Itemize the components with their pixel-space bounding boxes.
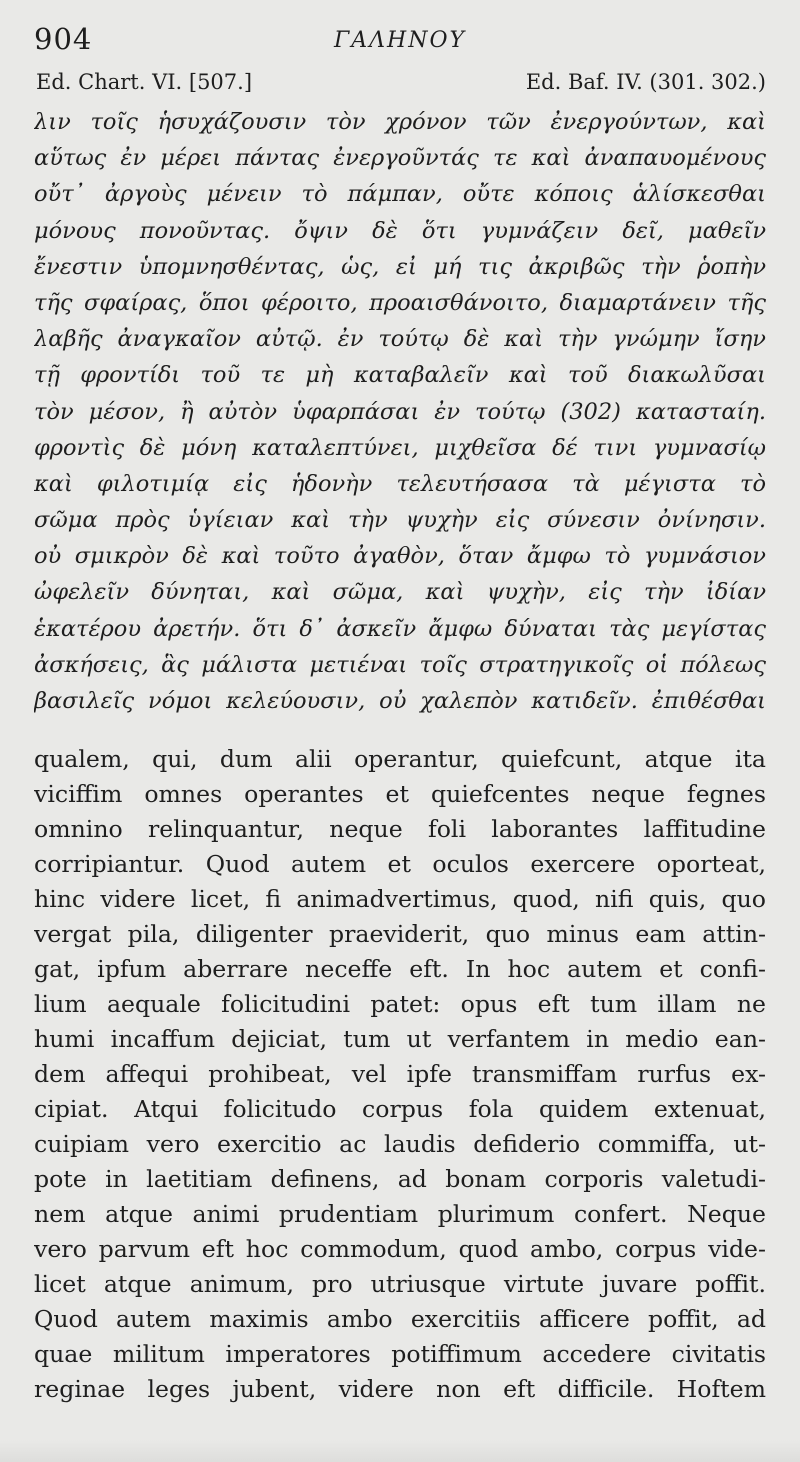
latin-text-line: cuipiam vero exercitio ac laudis defiderio commiffa, ut- (34, 1130, 766, 1158)
latin-text-line: vero parvum eft hoc commodum, quod ambo, corpus vide- (34, 1235, 766, 1263)
latin-text-line: cipiat. Atqui folicitudo corpus fola quidem extenuat, (34, 1095, 766, 1123)
page-number: 904 (34, 22, 93, 56)
page-header (34, 22, 766, 62)
latin-text-line: corripiantur. Quod autem et oculos exercere oporteat, (34, 850, 766, 878)
greek-text-line: οὐ σμικρὸν δὲ καὶ τοῦτο ἀγαθὸν, ὅταν ἄμφω τὸ γυμνάσιον (34, 543, 766, 570)
greek-text-line: τῆς σφαίρας, ὅποι φέροιτο, προαισθάνοιτο, διαμαρτάνειν τῆς (34, 289, 766, 316)
greek-text-line: λιν τοῖς ἡσυχάζουσιν τὸν χρόνον τῶν ἐνεργούντων, καὶ (34, 109, 766, 135)
latin-text-line: qualem, qui, dum alii operantur, quiefcunt, atque ita (34, 745, 766, 773)
greek-text-line: τῇ φροντίδι τοῦ τε μὴ καταβαλεῖν καὶ τοῦ διακωλῦσαι (34, 362, 766, 389)
latin-text-line: viciffim omnes operantes et quiefcentes neque fegnes (34, 780, 766, 808)
greek-text-line: φροντὶς δὲ μόνη καταλεπτύνει, μιχθεῖσα δέ τινι γυμνασίῳ (34, 434, 766, 461)
greek-text-line: τὸν μέσον, ἢ αὐτὸν ὑφαρπάσαι ἐν τούτῳ (302) κατασταίη. (34, 398, 766, 425)
latin-text-line: pote in laetitiam definens, ad bonam corporis valetudi- (34, 1165, 766, 1193)
edition-references (34, 66, 766, 106)
latin-text-line: licet atque animum, pro utriusque virtute juvare poffit. (34, 1270, 766, 1298)
running-title: ΓΑΛΗΝΟΥ (334, 28, 467, 53)
latin-text-line: reginae leges jubent, videre non eft difficile. Hoftem (34, 1375, 766, 1403)
greek-text-line: ἀσκήσεις, ἃς μάλιστα μετιέναι τοῖς στρατηγικοῖς οἱ πόλεως (34, 651, 766, 678)
latin-text-line: vergat pila, diligenter praeviderit, quo minus eam attin- (34, 920, 766, 948)
latin-text-line: hinc videre licet, fi animadvertimus, quod, nifi quis, quo (34, 885, 766, 913)
greek-text-line: λαβῆς ἀναγκαῖον αὐτῷ. ἐν τούτῳ δὲ καὶ τὴν γνώμην ἴσην (34, 326, 766, 353)
latin-text-line: nem atque animi prudentiam plurimum confert. Neque (34, 1200, 766, 1228)
page-edge-shadow (0, 1440, 800, 1462)
latin-text-line: humi incaffum dejiciat, tum ut verfantem in medio ean- (34, 1025, 766, 1053)
latin-text-line: quae militum imperatores potiffimum accedere civitatis (34, 1340, 766, 1368)
greek-text-line: καὶ φιλοτιμίᾳ εἰς ἡδονὴν τελευτήσασα τὰ μέγιστα τὸ (34, 470, 766, 497)
greek-text-line: ἔνεστιν ὑπομνησθέντας, ὡς, εἰ μή τις ἀκριβῶς τὴν ῥοπὴν (34, 253, 766, 280)
latin-text-block (34, 742, 766, 1407)
greek-text-line: μόνους πονοῦντας. ὄψιν δὲ ὅτι γυμνάζειν δεῖ, μαθεῖν (34, 217, 766, 244)
greek-text-line: βασιλεῖς νόμοι κελεύουσιν, οὐ χαλεπὸν κατιδεῖν. ἐπιθέσθαι (34, 688, 766, 714)
edition-reference-right: Ed. Baf. IV. (301. 302.) (525, 70, 766, 94)
greek-text-line: ἑκατέρου ἀρετήν. ὅτι δ᾽ ἀσκεῖν ἄμφω δύναται τὰς μεγίστας (34, 615, 766, 642)
greek-text-line: ὠφελεῖν δύνηται, καὶ σῶμα, καὶ ψυχὴν, εἰς τὴν ἰδίαν (34, 579, 766, 606)
latin-text-line: gat, ipfum aberrare neceffe eft. In hoc autem et confi- (34, 955, 766, 983)
latin-text-line: lium aequale folicitudini patet: opus eft tum illam ne (34, 990, 766, 1018)
greek-text-line: οὔτ᾽ ἀργοὺς μένειν τὸ πάμπαν, οὔτε κόποις ἁλίσκεσθαι (34, 181, 766, 208)
edition-reference-left: Ed. Chart. VI. [507.] (36, 70, 253, 94)
greek-text-line: σῶμα πρὸς ὑγίειαν καὶ τὴν ψυχὴν εἰς σύνεσιν ὀνίνησιν. (34, 507, 766, 534)
latin-text-line: dem affequi prohibeat, vel ipfe transmiffam rurfus ex- (34, 1060, 766, 1088)
latin-text-line: Quod autem maximis ambo exercitiis afficere poffit, ad (34, 1305, 766, 1333)
greek-text-line: αὕτως ἐν μέρει πάντας ἐνεργοῦντάς τε καὶ ἀναπαυομένους (34, 145, 766, 172)
latin-text-line: omnino relinquantur, neque foli laborantes laffitudine (34, 815, 766, 843)
greek-text-block (34, 104, 766, 719)
